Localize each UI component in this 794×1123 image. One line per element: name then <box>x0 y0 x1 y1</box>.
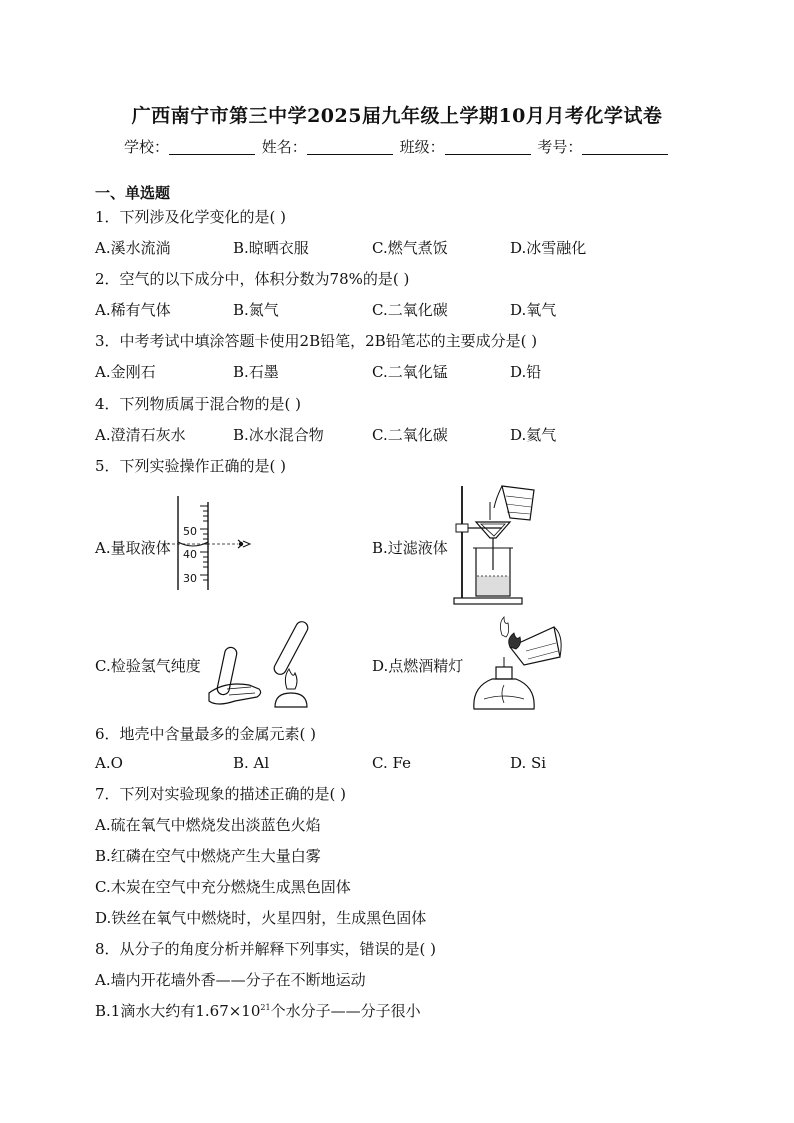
exponent: 21 <box>260 1003 271 1012</box>
option-d: D.氧气 <box>510 301 557 319</box>
exam-number-blank[interactable] <box>582 139 668 155</box>
question-stem: 1．下列涉及化学变化的是( ) <box>95 208 287 226</box>
school-label: 学校： <box>124 138 170 156</box>
option-b: B.氮气 <box>233 301 279 319</box>
exam-title: 广西南宁市第三中学2025届九年级上学期10月月考化学试卷 <box>131 105 663 127</box>
option-c: C.二氧化碳 <box>372 426 448 444</box>
question-stem: 5．下列实验操作正确的是( ) <box>95 457 287 475</box>
option-a: A.O <box>95 754 123 772</box>
option-a: A.墙内开花墙外香——分子在不断地运动 <box>95 971 366 989</box>
option-b: B.晾晒衣服 <box>233 239 309 257</box>
option-d: D.铁丝在氧气中燃烧时，火星四射，生成黑色固体 <box>95 909 427 927</box>
question-stem: 4．下列物质属于混合物的是( ) <box>95 395 302 413</box>
question-stem: 3．中考考试中填涂答题卡使用2B铅笔，2B铅笔芯的主要成分是( ) <box>95 332 538 350</box>
option-b: B.冰水混合物 <box>233 426 324 444</box>
class-label: 班级： <box>399 138 445 156</box>
option-c: C.检验氢气纯度 <box>95 657 201 675</box>
option-d: D.铅 <box>510 363 542 381</box>
option-d: D.冰雪融化 <box>510 239 587 257</box>
option-a: A.硫在氧气中燃烧发出淡蓝色火焰 <box>95 816 321 834</box>
filtration-figure <box>450 484 550 608</box>
hydrogen-purity-test-figure <box>205 615 335 715</box>
option-a: A.量取液体 <box>95 539 171 557</box>
school-blank[interactable] <box>169 139 255 155</box>
option-b: B.红磷在空气中燃烧产生大量白雾 <box>95 847 321 865</box>
tick-label-40: 40 <box>183 548 197 561</box>
option-d: D.氦气 <box>510 426 557 444</box>
option-a: A.金刚石 <box>95 363 156 381</box>
question-stem: 7．下列对实验现象的描述正确的是( ) <box>95 785 347 803</box>
option-d: D. Si <box>510 754 547 772</box>
option-a: A.稀有气体 <box>95 301 171 319</box>
option-b <box>95 1000 421 1021</box>
option-b-text: B.1滴水大约有1.67×10 <box>95 1002 261 1020</box>
tick-label-30: 30 <box>183 572 197 585</box>
option-c: C.燃气煮饭 <box>372 239 448 257</box>
option-b: B. Al <box>233 754 270 772</box>
option-c: C. Fe <box>372 754 411 772</box>
option-c: C.二氧化锰 <box>372 363 448 381</box>
option-c: C.二氧化碳 <box>372 301 448 319</box>
tick-label-50: 50 <box>183 525 197 538</box>
student-info-row <box>124 136 670 157</box>
graduated-cylinder-figure <box>170 496 260 592</box>
option-c: C.木炭在空气中充分燃烧生成黑色固体 <box>95 878 351 896</box>
eye-icon <box>238 540 250 548</box>
question-stem: 2．空气的以下成分中，体积分数为78%的是( ) <box>95 270 410 288</box>
question-stem: 6．地壳中含量最多的金属元素( ) <box>95 725 317 743</box>
option-a: A.溪水流淌 <box>95 239 171 257</box>
alcohol-lamp-figure <box>468 613 568 717</box>
name-blank[interactable] <box>307 139 393 155</box>
name-label: 姓名： <box>261 138 307 156</box>
option-d: D.点燃酒精灯 <box>372 657 464 675</box>
question-stem: 8．从分子的角度分析并解释下列事实，错误的是( ) <box>95 940 437 958</box>
option-b: B.石墨 <box>233 363 279 381</box>
option-a: A.澄清石灰水 <box>95 426 186 444</box>
option-b-tail: 个水分子——分子很小 <box>270 1002 421 1020</box>
option-b: B.过滤液体 <box>372 539 448 557</box>
exam-number-label: 考号： <box>537 138 583 156</box>
section-heading: 一、单选题 <box>95 184 171 202</box>
class-blank[interactable] <box>445 139 531 155</box>
